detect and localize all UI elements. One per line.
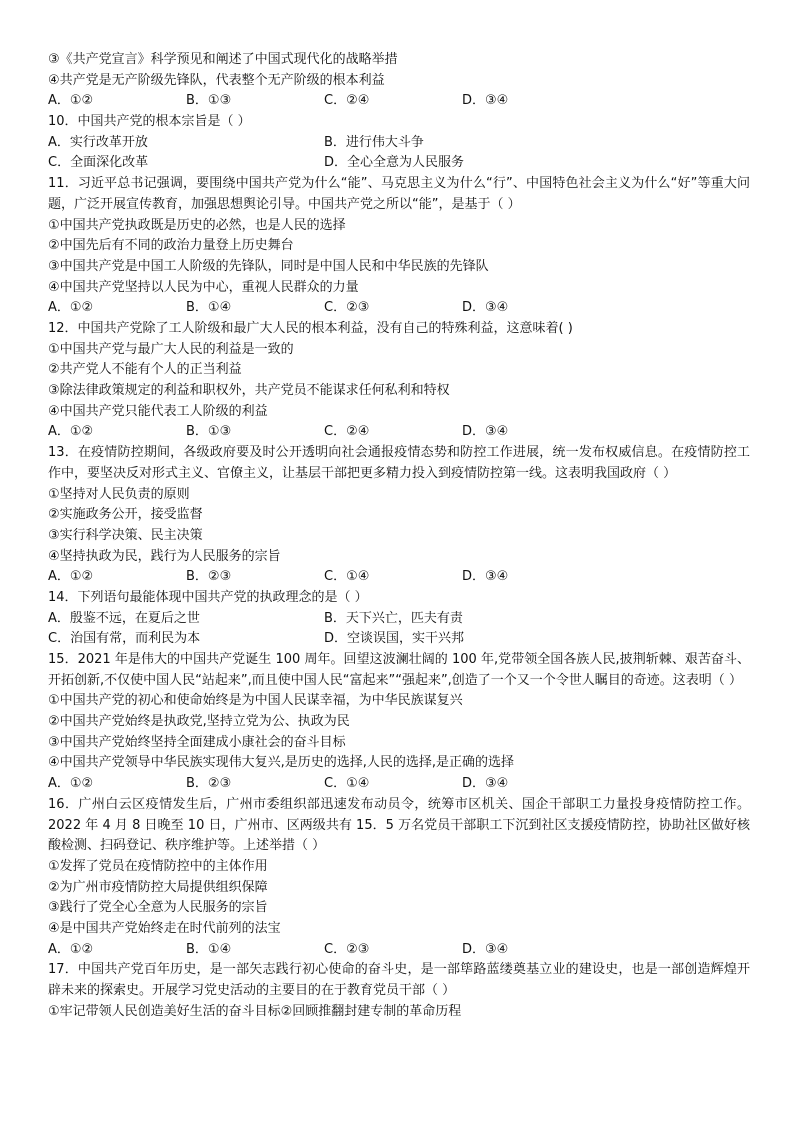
q16-statement-4: ④是中国共产党始终走在时代前列的法宝 [48,921,281,937]
q15-statement-1: ①中国共产党的初心和使命始终是为中国人民谋幸福，为中华民族谋复兴 [48,693,463,709]
q11-option-d: D．③④ [462,300,509,316]
q16-statement-2: ②为广州市疫情防控大局提供组织保障 [48,879,268,895]
q9-option-c: C．②④ [324,93,370,109]
exam-page [48,50,750,1022]
q16-stem: 16．广州白云区疫情发生后，广州市委组织部迅速发布动员令，统筹市区机关、国企干部职工力量投身疫情防控工作。2022 年 4 月 8 日晚至 10 日，广州市、区两级共有 15．5 万名党员干部职工下沉到社区支援疫情防控，协助社区做好核酸检测、扫码登记、秩序维护等。上述举措（ ） [48,796,750,854]
q16-options [48,940,750,961]
q16-option-d: D．③④ [462,941,509,957]
q15-options [48,774,750,795]
q15-stem: 15．2021 年是伟大的中国共产党诞生 100 周年。回望这波澜壮阔的 100 年,党带领全国各族人民,披荆斩棘、艰苦奋斗、开拓创新,不仅使中国人民“站起来”,而且使中国人民“富起来”“强起来”,创造了一个又一个令世人瞩目的奇迹。这表明（ ） [48,652,750,688]
q11-statement-2: ②中国先后有不同的政治力量登上历史舞台 [48,238,294,254]
q16-option-a: A．①② [48,941,94,957]
q14-options-row2 [48,629,750,650]
q10-stem: 10．中国共产党的根本宗旨是（ ） [48,114,251,130]
q13-option-b: B．②③ [186,569,232,585]
q11-statement-4: ④中国共产党坚持以人民为中心，重视人民群众的力量 [48,279,359,295]
q13-option-c: C．①④ [324,569,370,585]
q11-option-b: B．①④ [186,300,232,316]
q12-statement-1: ①中国共产党与最广大人民的利益是一致的 [48,341,294,357]
q12-statement-3: ③除法律政策规定的利益和职权外，共产党员不能谋求任何私利和特权 [48,383,450,399]
q15-option-c: C．①④ [324,776,370,792]
q11-statement-3: ③中国共产党是中国工人阶级的先锋队，同时是中国人民和中华民族的先锋队 [48,258,489,274]
q13-statement-1: ①坚持对人民负责的原则 [48,486,190,502]
q9-statement-3: ③《共产党宣言》科学预见和阐述了中国式现代化的战略举措 [48,52,398,67]
q17-stem: 17．中国共产党百年历史，是一部矢志践行初心使命的奋斗史，是一部筚路蓝缕奠基立业的建设史，也是一部创造辉煌开辟未来的探索史。开展学习党史活动的主要目的在于教育党员干部（ ） [48,962,750,999]
q12-option-d: D．③④ [462,424,509,440]
q15-statement-2: ②中国共产党始终是执政党,坚持立党为公、执政为民 [48,714,350,730]
q14-option-b: B．天下兴亡，匹夫有责 [324,610,463,626]
q14-option-d: D．空谈误国，实干兴邦 [324,631,465,647]
q9-options [48,91,750,112]
q12-option-b: B．①③ [186,424,232,440]
q14-options-row1 [48,609,750,630]
q12-statement-2: ②共产党人不能有个人的正当利益 [48,362,242,378]
q12-options [48,422,750,443]
q11-option-c: C．②③ [324,300,370,316]
q12-option-c: C．②④ [324,424,370,440]
q11-options [48,298,750,319]
q16-option-c: C．②③ [324,941,370,957]
q15-option-a: A．①② [48,776,94,792]
q9-option-b: B．①③ [186,93,232,109]
q13-stem: 13．在疫情防控期间，各级政府要及时公开透明向社会通报疫情态势和防控工作进展，统一发布权威信息。在疫情防控工作中，要坚决反对形式主义、官僚主义，让基层干部把更多精力投入到疫情防控第一线。这表明我国政府（ ） [48,445,750,481]
q13-option-a: A．①② [48,569,94,585]
q13-option-d: D．③④ [462,569,509,585]
q12-statement-4: ④中国共产党只能代表工人阶级的利益 [48,403,268,419]
q14-stem: 14．下列语句最能体现中国共产党的执政理念的是（ ） [48,589,368,605]
q16-statement-1: ①发挥了党员在疫情防控中的主体作用 [48,858,268,874]
q10-options-row2 [48,153,750,174]
q13-statement-3: ③实行科学决策、民主决策 [48,527,203,543]
q15-option-d: D．③④ [462,776,509,792]
q9-option-d: D．③④ [462,93,509,109]
q16-option-b: B．①④ [186,941,232,957]
q9-option-a: A．①② [48,93,94,109]
q17-statements-1-2: ①牢记带领人民创造美好生活的奋斗目标②回顾推翻封建专制的革命历程 [48,1003,462,1019]
q16-statement-3: ③践行了党全心全意为人民服务的宗旨 [48,900,268,916]
q13-statement-4: ④坚持执政为民，践行为人民服务的宗旨 [48,548,281,564]
q10-option-a: A．实行改革开放 [48,134,148,150]
q14-option-a: A．殷鉴不远，在夏后之世 [48,610,200,626]
q10-option-d: D．全心全意为人民服务 [324,155,465,171]
q11-option-a: A．①② [48,300,94,316]
q15-statement-3: ③中国共产党始终坚持全面建成小康社会的奋斗目标 [48,734,346,750]
q13-statement-2: ②实施政务公开，接受监督 [48,507,203,523]
q10-option-c: C．全面深化改革 [48,155,149,171]
q10-options-row1 [48,133,750,154]
q11-statement-1: ①中国共产党执政既是历史的必然，也是人民的选择 [48,217,346,233]
q13-options [48,567,750,588]
q10-option-b: B．进行伟大斗争 [324,134,424,150]
q12-option-a: A．①② [48,424,94,440]
q15-option-b: B．②③ [186,776,232,792]
q11-stem: 11．习近平总书记强调，要围绕中国共产党为什么“能”、马克思主义为什么“行”、中国特色社会主义为什么“好”等重大问题，广泛开展宣传教育，加强思想舆论引导。中国共产党之所以“能”，是基于（ ） [48,176,750,212]
q14-option-c: C．治国有常，而利民为本 [48,631,201,647]
q15-statement-4: ④中国共产党领导中华民族实现伟大复兴,是历史的选择,人民的选择,是正确的选择 [48,755,515,771]
q9-statement-4: ④共产党是无产阶级先锋队，代表整个无产阶级的根本利益 [48,72,385,88]
q12-stem: 12．中国共产党除了工人阶级和最广大人民的根本利益，没有自己的特殊利益，这意味着( ) [48,320,573,336]
